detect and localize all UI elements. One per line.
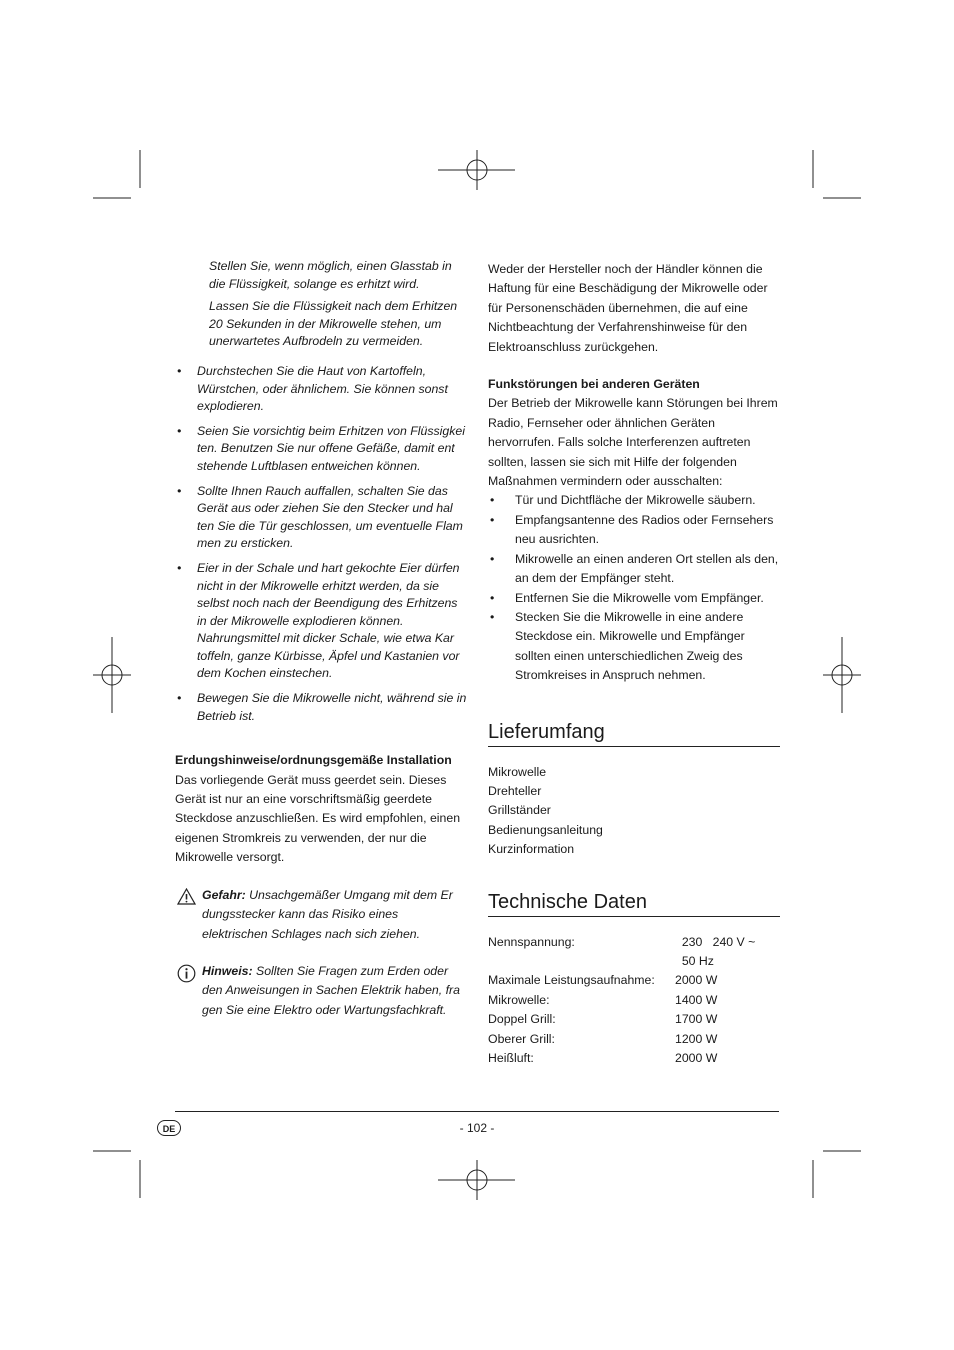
grounding-heading: Erdungshinweise/ordnungsgemäße Installation [175,753,452,768]
table-row [488,933,780,952]
table-row [488,991,780,1010]
spec-label [488,952,675,971]
footer-rule [175,1111,779,1112]
table-row [488,971,780,990]
interference-heading: Funkstörungen bei anderen Geräten [488,377,700,392]
list-item: • Stecken Sie die Mikrowelle in eine andere Steckdose ein. Mikrowelle und Empfänger sollten einen unterschiedlichen Zweig des Stromkreises in Anspruch nehmen. [488,608,780,686]
right-column [488,260,780,1068]
list-item: • Bewegen Sie die Mikrowelle nicht, während sie in Betrieb ist. [175,690,467,725]
left-column [175,258,467,1020]
list-item: Mikrowelle [488,764,547,779]
spec-label: Mikrowelle: [488,992,550,1007]
list-item: Grillständer [488,803,551,818]
table-row [488,1010,780,1029]
spec-table [488,933,780,1069]
list-item: • Sollte Ihnen Rauch auffallen, schalten Sie das Gerät aus oder ziehen Sie den Stecker und hal ten Sie die Tür geschlossen, um eventuelle Flam men zu ersticken. [175,483,467,553]
table-row [488,1030,780,1049]
scope-list [488,763,780,860]
registration-mark-right [823,637,861,713]
list-item: • Seien Sie vorsichtig beim Erhitzen von Flüssigkei ten. Benutzen Sie nur offene Gefäße, damit ent stehende Luftblasen entweichen können. [175,423,467,476]
spec-value: 50 Hz [675,953,714,968]
registration-mark-left [93,637,131,713]
list-item: Kurzinformation [488,842,575,857]
warning-label: Gefahr: [202,887,246,902]
spec-value: 2000 W [675,973,718,988]
registration-mark-bottom [438,1160,515,1200]
safety-bullet-list [175,363,467,725]
list-item: • Durchstechen Sie die Haut von Kartoffeln, Würstchen, oder ähnlichem. Sie können sonst explodieren. [175,363,467,416]
spec-value: 1400 W [675,992,718,1007]
list-item: • Mikrowelle an einen anderen Ort stellen als den, an dem der Empfänger steht. [488,550,780,589]
measures-list [488,491,780,685]
warning-triangle-icon [177,888,196,911]
glass-rod-text: Stellen Sie, wenn möglich, einen Glasstab in die Flüssigkeit, solange es erhitzt wird. [209,259,452,291]
spec-value: 1200 W [675,1031,718,1046]
hint-label: Hinweis: [202,963,253,978]
spec-label: Heißluft: [488,1051,534,1065]
list-item: Drehteller [488,783,542,798]
page-number: - 102 - [459,1121,495,1135]
spec-value: 2000 W [675,1051,718,1065]
table-row [488,1049,780,1068]
registration-mark-top [438,150,515,190]
liability-text: Weder der Hersteller noch der Händler können die Haftung für eine Beschädigung der Mikrowelle oder für Personenschäden übernehmen, die auf eine Nichtbeachtung der Verfahrenshinweise für den Elektroanschluss zurückgehen. [488,262,768,354]
spec-label: Doppel Grill: [488,1012,556,1027]
hint-notice [175,962,467,1020]
spec-value: 1700 W [675,1012,718,1027]
scope-heading: Lieferumfang [488,720,780,747]
info-icon [177,964,196,989]
language-badge: DE [157,1120,181,1136]
list-item: • Eier in der Schale und hart gekochte Eier dürfen nicht in der Mikrowelle erhitzt werden, da sie selbst noch nach der Beendigung des Erhitzens in der Mikrowelle explodieren können. Nahrungsmittel mit dicker Schale, wie etwa Kar toffeln, ganze Kürbisse, Äpfel und Kastanien vor dem Kochen einstechen. [175,560,467,683]
grounding-body: Das vorliegende Gerät muss geerdet sein. Dieses Gerät ist nur an eine vorschriftsmäßig geerdete Steckdose anzuschließen. Es wird empfohlen, einen eigenen Stromkreis zu verwenden, der nur die Mikrowelle versorgt. [175,772,461,865]
spec-value: 230 240 V ~ [675,934,756,949]
interference-body: Der Betrieb der Mikrowelle kann Störungen bei Ihrem Radio, Fernseher oder ähnlichen Geräten hervorrufen. Falls solche Interferenzen auftreten sollten, lassen sie sich mit Hilfe der folgenden Maßnahmen vermindern oder ausschalten: [488,396,778,489]
warning-notice [175,886,467,944]
hint-text: Sollten Sie Fragen zum Erden oder den Anweisungen in Sachen Elektrik haben, fra gen Sie eine Elektro oder Wartungsfachkraft. [202,963,460,1017]
list-item: • Empfangsantenne des Radios oder Fernsehers neu ausrichten. [488,511,780,550]
spec-label: Nennspannung: [488,934,575,949]
spec-label: Maximale Leistungsaufnahme: [488,973,655,988]
list-item: • Tür und Dichtfläche der Mikrowelle säubern. [488,491,780,510]
spec-label: Oberer Grill: [488,1031,555,1046]
table-row [488,952,780,971]
warning-text: Unsachgemäßer Umgang mit dem Er dungsstecker kann das Risiko eines elektrischen Schlages nach sich ziehen. [202,887,453,941]
standing-time-text: Lassen Sie die Flüssigkeit nach dem Erhitzen 20 Sekunden in der Mikrowelle stehen, um unerwartetes Aufbrodeln zu vermeiden. [209,299,458,349]
list-item: Bedienungsanleitung [488,822,603,837]
tech-data-heading: Technische Daten [488,890,780,917]
list-item: • Entfernen Sie die Mikrowelle vom Empfänger. [488,589,780,608]
